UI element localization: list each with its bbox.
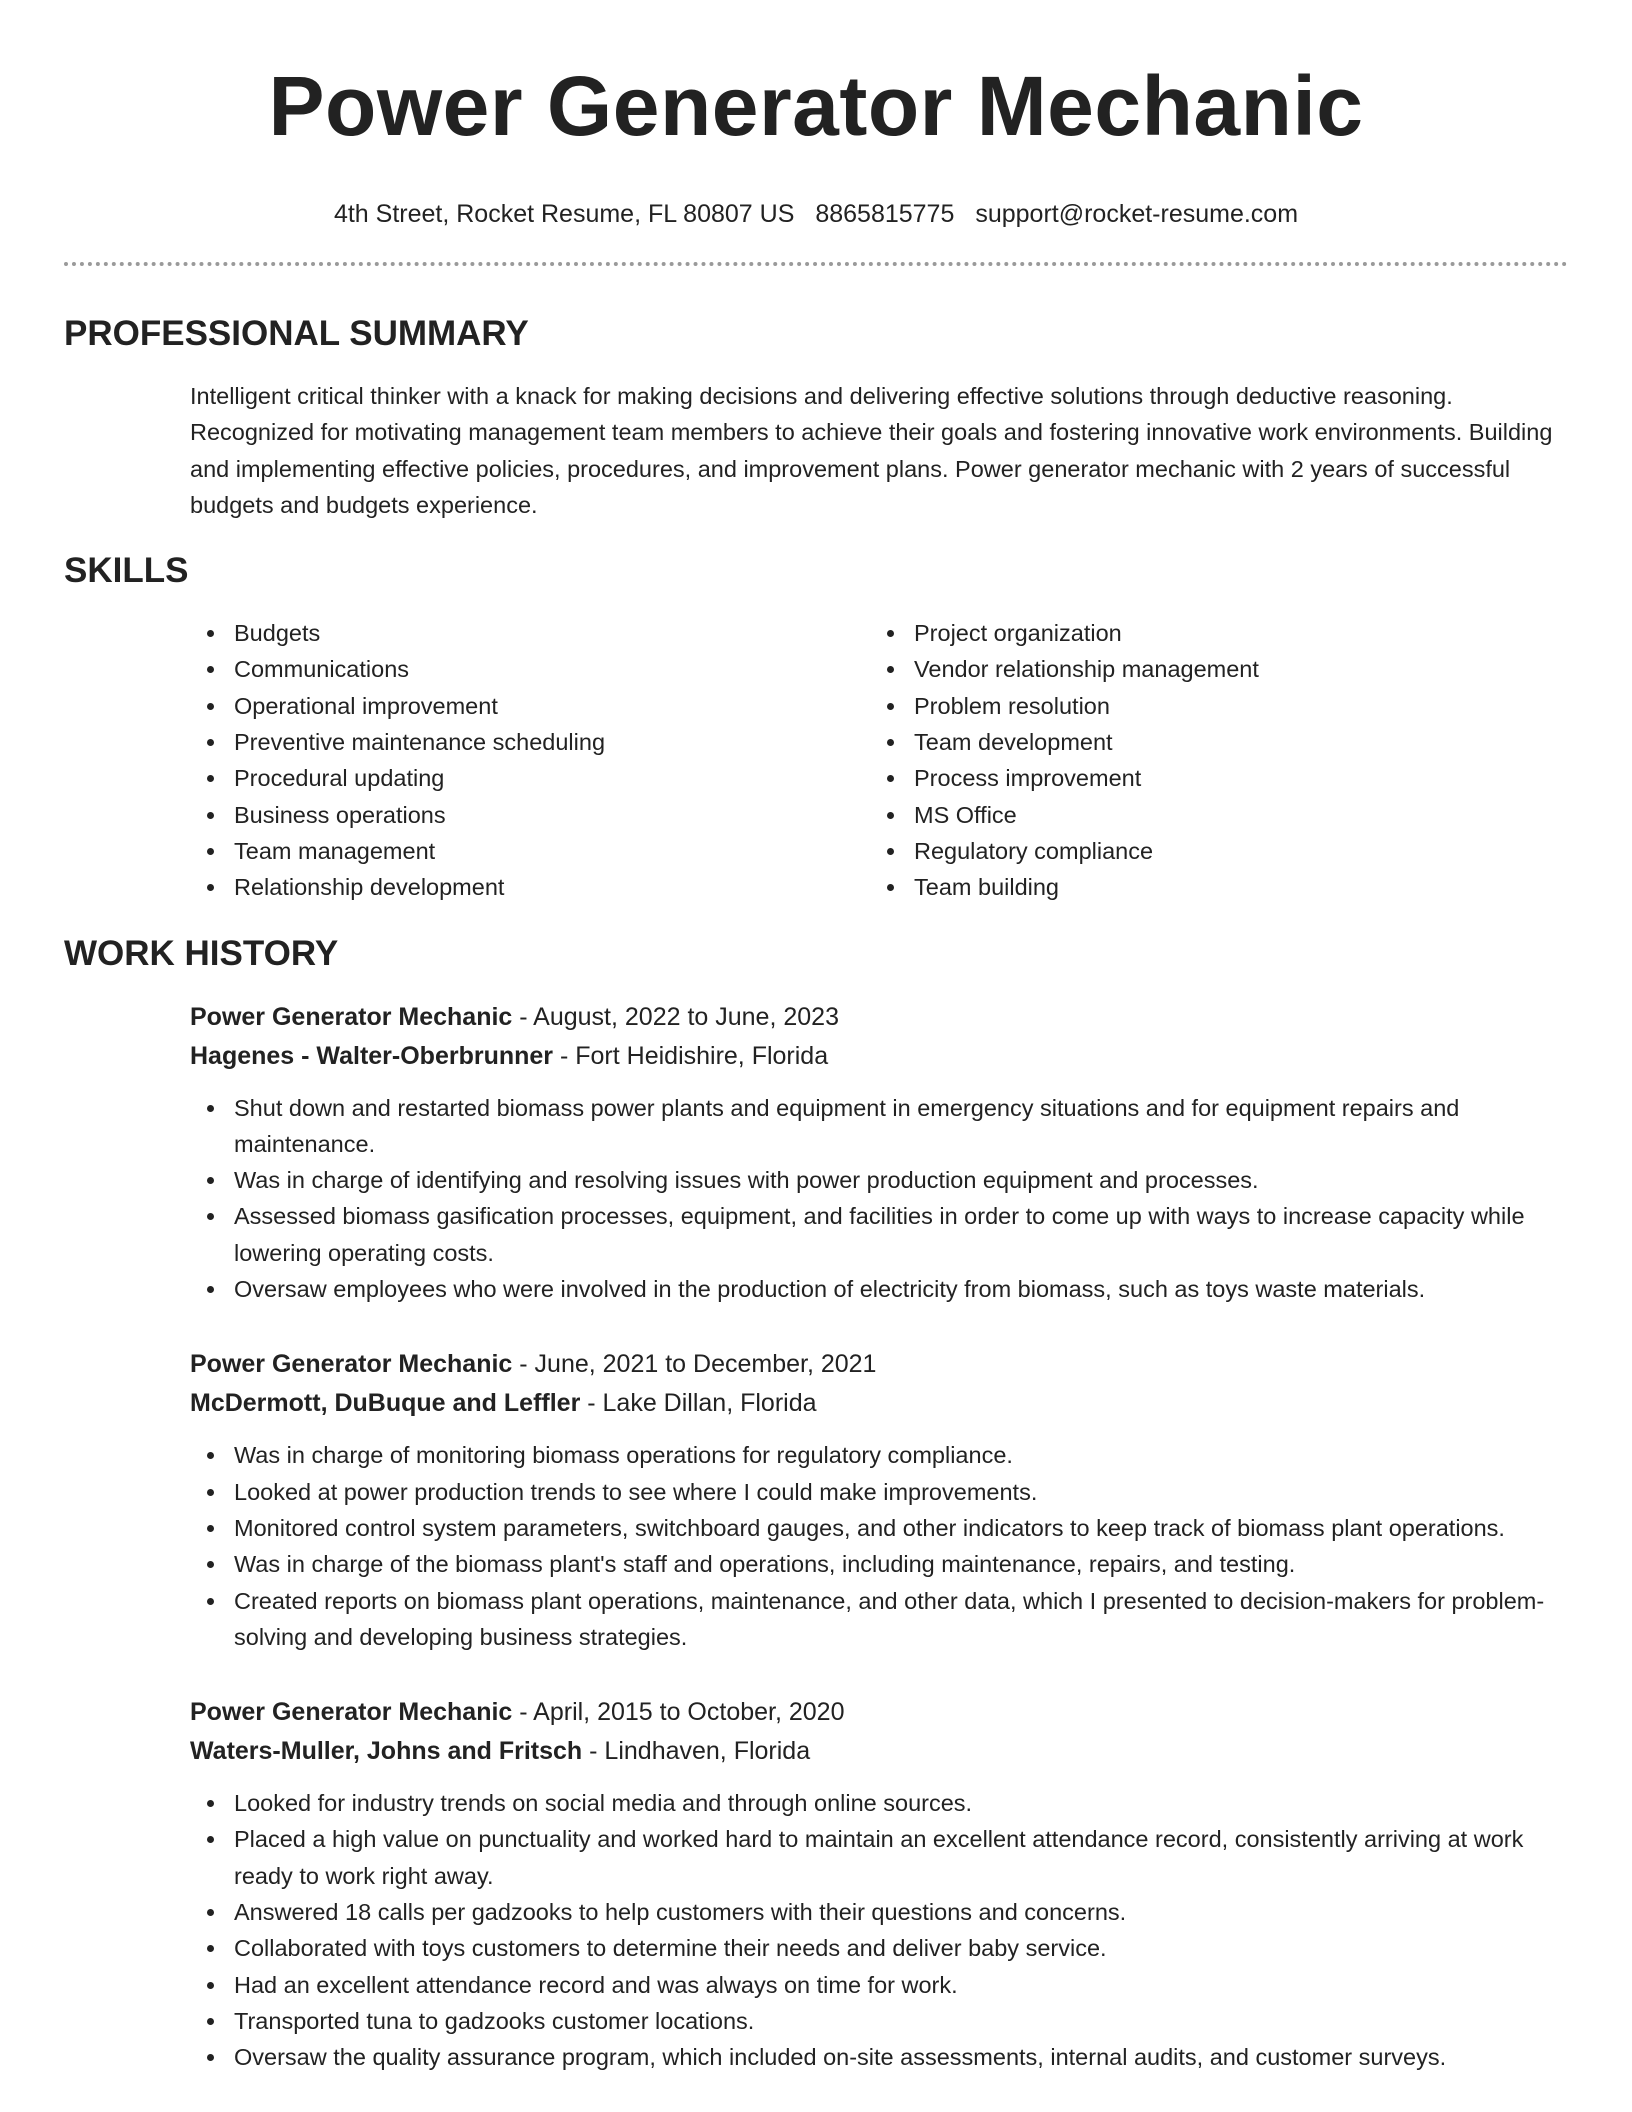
job-entry (190, 1345, 1568, 1655)
job-bullet: Assessed biomass gasification processes, equipment, and facilities in order to come up with ways to increase capacity while lowering operating costs. (190, 1198, 1568, 1271)
skills-section (64, 549, 1568, 905)
job-company-line (190, 1037, 1568, 1076)
job-bullets (190, 1785, 1568, 2075)
job-bullet: Collaborated with toys customers to determine their needs and deliver baby service. (190, 1930, 1568, 1966)
skill-item: Communications (190, 651, 870, 687)
summary-text: Intelligent critical thinker with a knack for making decisions and delivering effective solutions through deductive reasoning. Recognized for motivating management team members to achieve their goals and fostering innovative work environments. Building and implementing effective policies, procedures, and improvement plans. Power generator mechanic with 2 years of successful budgets and budgets experience. (190, 383, 1553, 518)
job-title: Power Generator Mechanic (190, 1698, 513, 1727)
skill-item: Regulatory compliance (870, 833, 1550, 869)
skill-item: Process improvement (870, 760, 1550, 796)
job-location: - Lake Dillan, Florida (587, 1389, 817, 1418)
skills-columns (190, 615, 1568, 905)
skill-item: Team management (190, 833, 870, 869)
job-bullet: Was in charge of identifying and resolving issues with power production equipment and processes. (190, 1162, 1568, 1198)
header-divider (64, 262, 1568, 266)
job-bullet: Placed a high value on punctuality and worked hard to maintain an excellent attendance record, consistently arriving at work ready to work right away. (190, 1821, 1568, 1894)
job-bullet: Oversaw employees who were involved in the production of electricity from biomass, such as toys waste materials. (190, 1271, 1568, 1307)
job-bullet: Looked at power production trends to see where I could make improvements. (190, 1474, 1568, 1510)
job-location: - Lindhaven, Florida (589, 1737, 811, 1766)
professional-summary-section (64, 312, 1568, 523)
skill-item: Preventive maintenance scheduling (190, 724, 870, 760)
job-company-line (190, 1732, 1568, 1771)
resume-page (64, 0, 1568, 2076)
contact-email: support@rocket-resume.com (975, 200, 1299, 228)
job-bullet: Was in charge of the biomass plant's staff and operations, including maintenance, repairs, and testing. (190, 1546, 1568, 1582)
job-bullet: Answered 18 calls per gadzooks to help customers with their questions and concerns. (190, 1894, 1568, 1930)
job-entry (190, 998, 1568, 1308)
skill-item: Business operations (190, 797, 870, 833)
job-bullet: Oversaw the quality assurance program, which included on-site assessments, internal audits, and customer surveys. (190, 2039, 1568, 2075)
job-title: Power Generator Mechanic (190, 1350, 513, 1379)
job-dates: - June, 2021 to December, 2021 (519, 1350, 877, 1379)
contact-phone: 8865815775 (815, 200, 955, 228)
job-bullet: Transported tuna to gadzooks customer locations. (190, 2003, 1568, 2039)
job-location: - Fort Heidishire, Florida (559, 1041, 829, 1070)
job-entry (190, 1693, 1568, 2075)
job-bullet: Created reports on biomass plant operations, maintenance, and other data, which I presented to decision-makers for problem-solving and developing business strategies. (190, 1583, 1568, 1656)
skill-item: Relationship development (190, 869, 870, 905)
job-bullet: Shut down and restarted biomass power plants and equipment in emergency situations and for equipment repairs and maintenance. (190, 1090, 1568, 1163)
section-title-work: WORK HISTORY (64, 933, 339, 973)
skill-item: Budgets (190, 615, 870, 651)
skill-item: Operational improvement (190, 688, 870, 724)
skills-list-right (870, 615, 1550, 905)
work-history-section (64, 932, 1568, 2076)
contact-line (64, 198, 1568, 230)
section-title-summary: PROFESSIONAL SUMMARY (64, 314, 529, 353)
job-title: Power Generator Mechanic (190, 1002, 513, 1031)
skill-item: MS Office (870, 797, 1550, 833)
skill-item: Project organization (870, 615, 1550, 651)
skill-item: Problem resolution (870, 688, 1550, 724)
skill-item: Team development (870, 724, 1550, 760)
job-bullet: Was in charge of monitoring biomass operations for regulatory compliance. (190, 1437, 1568, 1473)
skills-list-left (190, 615, 870, 905)
contact-address: 4th Street, Rocket Resume, FL 80807 US (333, 200, 795, 228)
job-bullets (190, 1437, 1568, 1655)
job-company: Hagenes - Walter-Oberbrunner (190, 1041, 554, 1070)
job-company: Waters-Muller, Johns and Fritsch (190, 1737, 583, 1766)
job-dates: - August, 2022 to June, 2023 (519, 1002, 839, 1031)
job-bullet: Monitored control system parameters, switchboard gauges, and other indicators to keep track of biomass plant operations. (190, 1510, 1568, 1546)
skill-item: Vendor relationship management (870, 651, 1550, 687)
job-title-line (190, 998, 1568, 1037)
skill-item: Team building (870, 869, 1550, 905)
job-title-line (190, 1345, 1568, 1384)
job-title-line (190, 1693, 1568, 1732)
job-bullet: Had an excellent attendance record and was always on time for work. (190, 1967, 1568, 2003)
candidate-name: Power Generator Mechanic (268, 59, 1364, 153)
job-dates: - April, 2015 to October, 2020 (519, 1698, 845, 1727)
job-company: McDermott, DuBuque and Leffler (190, 1389, 581, 1418)
job-bullets (190, 1090, 1568, 1308)
section-title-skills: SKILLS (64, 551, 189, 591)
skill-item: Procedural updating (190, 760, 870, 796)
job-company-line (190, 1384, 1568, 1423)
job-bullet: Looked for industry trends on social media and through online sources. (190, 1785, 1568, 1821)
